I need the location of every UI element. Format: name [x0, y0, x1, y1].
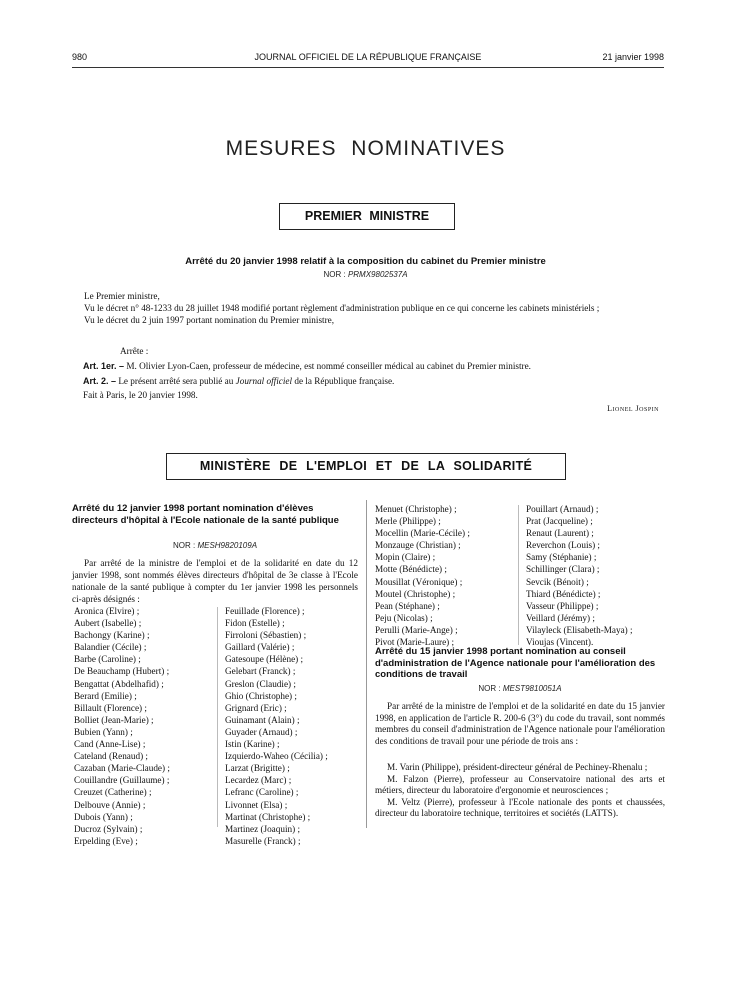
list-item: Veillard (Jérémy) ; [526, 612, 595, 623]
list-item: Gaillard (Valérie) ; [225, 642, 295, 653]
fait-a-paris: Fait à Paris, le 20 janvier 1998. [83, 390, 198, 400]
list-item: Merle (Philippe) ; [375, 516, 441, 527]
list-item: Motte (Bénédicte) ; [375, 564, 447, 575]
list-item: Bachongy (Karine) ; [74, 630, 150, 641]
list-item: Livonnet (Elsa) ; [225, 799, 288, 810]
nor-label: NOR : [478, 684, 501, 693]
nor-code: MESH9820109A [197, 541, 258, 550]
list-item: Vioujas (Vincent). [526, 637, 594, 648]
preamble [72, 290, 664, 327]
column-divider [217, 607, 218, 827]
page-number: 980 [72, 52, 88, 62]
column-divider [518, 505, 519, 645]
list-item: Menuet (Christophe) ; [375, 504, 457, 514]
list-item: Creuzet (Catherine) ; [74, 787, 152, 798]
list-item: Cand (Anne-Lise) ; [74, 739, 146, 750]
list-item: Couillandre (Guillaume) ; [74, 775, 170, 786]
article-title: Arrêté du 20 janvier 1998 relatif à la composition du cabinet du Premier ministre [185, 256, 546, 267]
list-item: Dubois (Yann) ; [74, 811, 133, 822]
list-item: Bubien (Yann) ; [74, 726, 133, 737]
list-item: Vilayleck (Elisabeth-Maya) ; [526, 624, 633, 635]
list-item: Guinamant (Alain) ; [225, 714, 300, 725]
issue-date: 21 janvier 1998 [602, 52, 664, 62]
list-item: Izquierdo-Waheo (Cécilia) ; [225, 751, 328, 762]
list-item: Lecardez (Marc) ; [225, 775, 292, 786]
list-item: Ducroz (Sylvain) ; [74, 823, 143, 834]
arrete1-nor [72, 541, 358, 550]
list-item: Perulli (Marie-Ange) ; [375, 624, 458, 635]
preamble-line: Vu le décret n° 48-1233 du 28 juillet 1948 modifié portant règlement d'administration publique en ce qui concerne les cabinets ministériels ; [84, 303, 600, 314]
list-item: Samy (Stéphanie) ; [526, 552, 597, 563]
member-entry: M. Veltz (Pierre), professeur à l'Ecole nationale des ponts et chaussées, directeur du laboratoire technique, territoires et sociétés (LATTS). [375, 796, 665, 819]
list-item: Masurelle (Franck) ; [225, 835, 301, 846]
article-label: Art. 2. – [83, 376, 117, 386]
list-item: De Beauchamp (Hubert) ; [74, 666, 170, 677]
names-list-col3 [375, 503, 470, 648]
nor-code: MEST9810051A [502, 684, 562, 693]
list-item: Bolliet (Jean-Marie) ; [74, 714, 154, 725]
arrete1-body: Par arrêté de la ministre de l'emploi et de la solidarité en date du 12 janvier 1998, sont nommés élèves directeurs d'hôpital de 3e classe à l'Ecole nationale de la santé publique à compter du 1er janvier 1998 les personnels ci-après désignés : [72, 558, 358, 604]
header-rule [72, 67, 664, 68]
list-item: Ghio (Christophe) ; [225, 690, 297, 701]
list-item: Istin (Karine) ; [225, 739, 280, 750]
article-text: de la République française. [292, 376, 395, 386]
list-item: Firroloni (Sébastien) ; [225, 630, 307, 641]
article-1 [83, 360, 663, 372]
list-item: Cateland (Renaud) ; [74, 751, 148, 762]
arrete2-nor [375, 684, 665, 693]
list-item: Thiard (Bénédicte) ; [526, 588, 601, 599]
section-heading-premier-ministre: PREMIER MINISTRE [279, 203, 455, 230]
list-item: Moutel (Christophe) ; [375, 588, 456, 599]
nor-label: NOR : [323, 270, 346, 279]
list-item: Bengattat (Abdelhafid) ; [74, 678, 164, 689]
list-item: Grignard (Eric) ; [225, 702, 287, 713]
member-entry: M. Varin (Philippe), président-directeur général de Pechiney-Rhenalu ; [387, 762, 648, 772]
arrete-label: Arrête : [120, 346, 149, 356]
article-text: M. Olivier Lyon-Caen, professeur de médecine, est nommé conseiller médical au cabinet du Premier ministre. [126, 361, 531, 371]
gutter-rule [366, 500, 367, 828]
list-item: Feuillade (Florence) ; [225, 606, 305, 616]
list-item: Martinez (Joaquin) ; [225, 823, 301, 834]
list-item: Pivot (Marie-Laure) ; [375, 637, 455, 648]
list-item: Prat (Jacqueline) ; [526, 516, 593, 527]
list-item: Mopin (Claire) ; [375, 552, 436, 563]
list-item: Mousillat (Véronique) ; [375, 576, 463, 587]
list-item: Gatesoupe (Hélène) ; [225, 654, 304, 665]
nor-label: NOR : [172, 541, 196, 550]
list-item: Mocellin (Marie-Cécile) ; [375, 528, 470, 539]
list-item: Pouillart (Arnaud) ; [526, 504, 599, 514]
list-item: Berard (Emilie) ; [74, 690, 137, 701]
preamble-line: Le Premier ministre, [84, 291, 160, 301]
journal-officiel-italic: Journal officiel [235, 376, 293, 386]
page-header [72, 52, 664, 66]
names-list-col4 [526, 503, 633, 648]
arrete2-title: Arrêté du 15 janvier 1998 portant nomination au conseil d'administration de l'Agence nationale pour l'amélioration des conditions de travail [375, 646, 656, 680]
list-item: Pean (Stéphane) ; [375, 600, 440, 611]
list-item: Cazaban (Marie-Claude) ; [74, 763, 170, 774]
list-item: Monzauge (Christian) ; [375, 540, 461, 551]
list-item: Reverchon (Louis) ; [526, 540, 600, 551]
article-2 [83, 375, 663, 387]
member-entry: M. Falzon (Pierre), professeur au Conservatoire national des arts et métiers, directeur du laboratoire d'ergonomie et neurosciences ; [375, 773, 665, 796]
list-item: Martinat (Christophe) ; [225, 811, 311, 822]
list-item: Vasseur (Philippe) ; [526, 600, 599, 611]
list-item: Schillinger (Clara) ; [526, 564, 600, 575]
list-item: Fidon (Estelle) ; [225, 618, 285, 629]
main-title: MESURES NOMINATIVES [225, 137, 506, 160]
signature: Lionel Jospin [607, 404, 659, 413]
list-item: Sevcik (Bénoit) ; [526, 576, 589, 587]
section-heading-ministere-emploi: MINISTÈRE DE L'EMPLOI ET DE LA SOLIDARITÉ [166, 453, 566, 480]
publication-title: JOURNAL OFFICIEL DE LA RÉPUBLIQUE FRANÇAISE [254, 52, 482, 62]
article-text: Le présent arrêté sera publié au [118, 376, 236, 386]
arrete1-title: Arrêté du 12 janvier 1998 portant nomination d'élèves directeurs d'hôpital à l'Ecole nationale de la santé publique [72, 503, 339, 526]
list-item: Balandier (Cécile) ; [74, 642, 147, 653]
list-item: Aronica (Elvire) ; [74, 606, 140, 616]
nor-reference [0, 270, 731, 279]
list-item: Barbe (Caroline) ; [74, 654, 141, 665]
arrete2-body: Par arrêté de la ministre de l'emploi et de la solidarité en date du 15 janvier 1998, en application de l'article R. 200-6 (3°) du code du travail, sont nommés membres du conseil d'administration de l'Agence nationale pour l'amélioration des conditions de travail pour une période de trois ans : [375, 701, 665, 746]
list-item: Aubert (Isabelle) ; [74, 618, 142, 629]
arrete2-members [375, 762, 665, 820]
list-item: Erpelding (Eve) ; [74, 835, 138, 846]
list-item: Billault (Florence) ; [74, 702, 147, 713]
list-item: Guyader (Arnaud) ; [225, 726, 298, 737]
list-item: Peju (Nicolas) ; [375, 612, 433, 623]
list-item: Greslon (Claudie) ; [225, 678, 296, 689]
list-item: Delbouve (Annie) ; [74, 799, 146, 810]
names-list-col2 [225, 605, 328, 847]
article-label: Art. 1er. – [83, 361, 125, 371]
names-list-col1 [74, 605, 170, 847]
list-item: Gelebart (Franck) ; [225, 666, 296, 677]
preamble-line: Vu le décret du 2 juin 1997 portant nomination du Premier ministre, [84, 315, 335, 326]
list-item: Larzat (Brigitte) ; [225, 763, 290, 774]
list-item: Lefranc (Caroline) ; [225, 787, 299, 798]
nor-code: PRMX9802537A [347, 270, 408, 279]
list-item: Renaut (Laurent) ; [526, 528, 594, 539]
